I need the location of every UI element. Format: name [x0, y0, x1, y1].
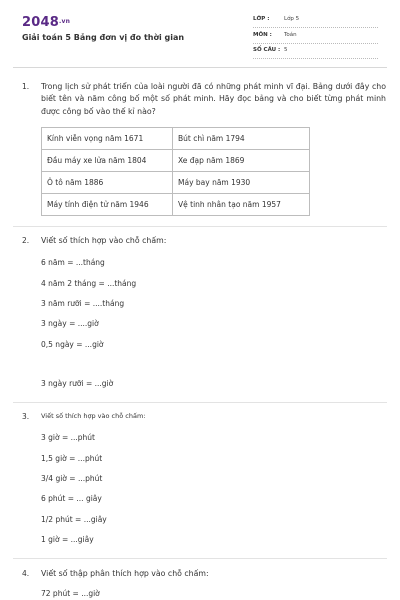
logo-text: 2048	[22, 15, 59, 30]
question-2-number: 2.	[22, 236, 30, 245]
meta-count-value: 5	[284, 47, 288, 53]
question-3-line: 6 phút = ... giây	[41, 494, 102, 503]
table-cell: Vệ tinh nhân tạo năm 1957	[173, 194, 310, 216]
table-cell: Máy tính điện tử năm 1946	[42, 194, 173, 216]
table-cell: Đầu máy xe lửa năm 1804	[42, 150, 173, 172]
question-1-text: Trong lịch sử phát triển của loài người đã có những phát minh vĩ đại. Bảng dưới đây cho biết tên và năm công bố một số phát minh. Hãy đọc bảng và cho biết từng phát minh được công bố vào thế kỉ nào?	[41, 82, 386, 116]
meta-subject-value: Toán	[284, 32, 297, 38]
meta-class-row	[253, 13, 378, 28]
question-3-line: 1/2 phút = ...giây	[41, 515, 107, 524]
question-3-line: 3/4 giờ = ...phút	[41, 474, 103, 483]
table-row	[42, 128, 310, 150]
question-2-line: 0,5 ngày = ...giờ	[41, 340, 104, 349]
question-4-title: Viết số thập phân thích hợp vào chỗ chấm:	[41, 569, 209, 578]
table-cell: Máy bay năm 1930	[173, 172, 310, 194]
table-cell: Xe đạp năm 1869	[173, 150, 310, 172]
table-cell: Kính viễn vọng năm 1671	[42, 128, 173, 150]
section-divider	[13, 402, 387, 403]
meta-subject-key: MÔN :	[253, 32, 272, 38]
question-3-number: 3.	[22, 412, 30, 421]
table-cell: Ô tô năm 1886	[42, 172, 173, 194]
question-2-line: 3 ngày = ....giờ	[41, 319, 99, 328]
section-divider	[13, 226, 387, 227]
header-divider	[13, 67, 387, 68]
site-logo[interactable]	[22, 15, 70, 30]
question-2-line: 3 ngày rưỡi = ...giờ	[41, 379, 114, 388]
table-row	[42, 172, 310, 194]
question-4-line: 72 phút = ...giờ	[41, 589, 100, 598]
table-row	[42, 194, 310, 216]
question-2-line: 3 năm rưỡi = ....tháng	[41, 299, 125, 308]
question-2-title: Viết số thích hợp vào chỗ chấm:	[41, 236, 167, 245]
question-2-line: 6 năm = ...tháng	[41, 258, 105, 267]
document-title: Giải toán 5 Bảng đơn vị đo thời gian	[22, 33, 185, 42]
logo-domain: .vn	[58, 18, 71, 25]
meta-class-value: Lớp 5	[284, 16, 300, 22]
section-divider	[13, 558, 387, 559]
table-cell: Bút chì năm 1794	[173, 128, 310, 150]
question-3-line: 3 giờ = ...phút	[41, 433, 96, 442]
table-row	[42, 150, 310, 172]
meta-subject-row	[253, 29, 378, 44]
question-2-line: 4 năm 2 tháng = ...tháng	[41, 279, 137, 288]
question-1-number: 1.	[22, 82, 30, 91]
question-4-number: 4.	[22, 569, 30, 578]
meta-count-key: SỐ CÂU :	[253, 47, 281, 53]
question-3-line: 1,5 giờ = ...phút	[41, 454, 103, 463]
inventions-table	[41, 127, 310, 216]
meta-count-row	[253, 44, 378, 59]
question-3-title: Viết số thích hợp vào chỗ chấm:	[41, 412, 146, 420]
meta-class-key: LỚP :	[253, 16, 270, 22]
question-3-line: 1 giờ = ...giây	[41, 535, 94, 544]
